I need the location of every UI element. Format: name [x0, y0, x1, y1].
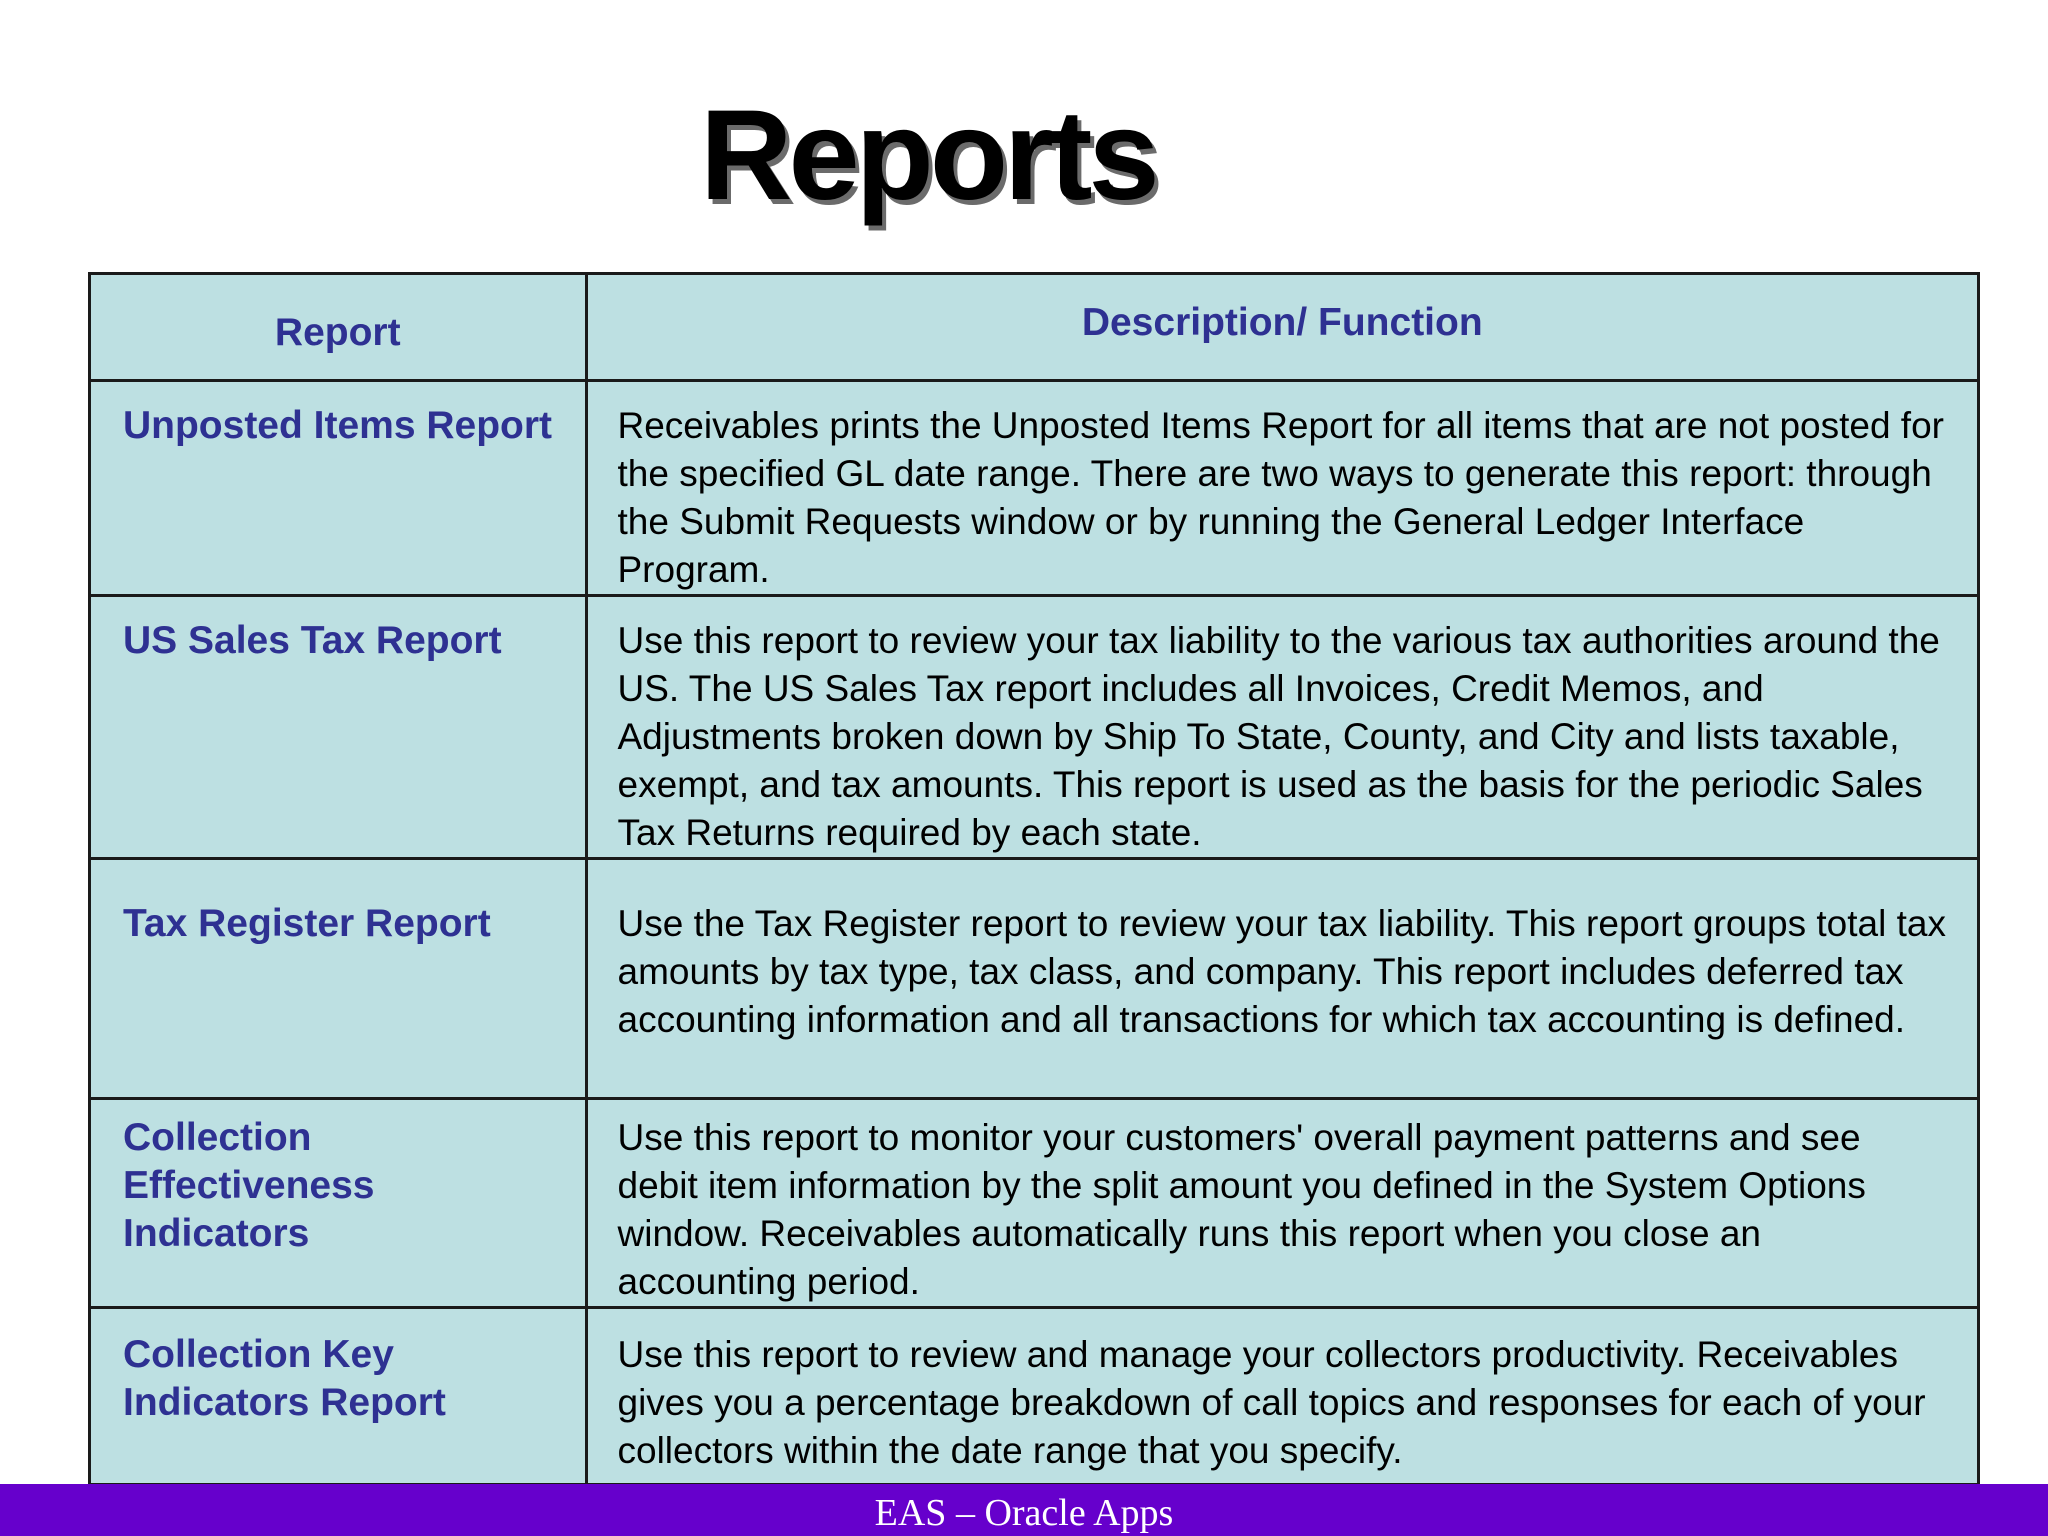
report-description: Use this report to review and manage your collectors productivity. Receivables gives you a percentage breakdown of call topics and responses for each of your collectors within the date range that you specify.: [617, 1333, 1926, 1471]
report-name: Collection Key Indicators Report: [91, 1307, 586, 1490]
report-description: Receivables prints the Unposted Items Report for all items that are not posted for the specified GL date range. There are two ways to generate this report: through the Submit Requests window or by running the General Ledger Interface Program.: [586, 380, 1977, 595]
report-name: Tax Register Report: [91, 858, 586, 1098]
footer-text: EAS – Oracle Apps: [874, 1492, 1174, 1534]
report-name: US Sales Tax Report: [91, 595, 586, 858]
report-description: Use this report to review your tax liability to the various tax authorities around the US. The US Sales Tax report includes all Invoices, Credit Memos, and Adjustments broken down by Ship To State, County, and City and lists taxable, exempt, and tax amounts. This report is used as the basis for the periodic Sales Tax Returns required by each state.: [586, 595, 1977, 858]
table-row: [91, 858, 1977, 1098]
column-header-report: Report: [91, 275, 586, 380]
report-description: Use the Tax Register report to review your tax liability. This report groups total tax amounts by tax type, tax class, and company. This report includes deferred tax accounting information and all transactions for which tax accounting is defined.: [586, 858, 1977, 1098]
report-description: Use this report to monitor your customers' overall payment patterns and see debit item information by the split amount you defined in the System Options window. Receivables automatically runs this report when you close an accounting period.: [586, 1098, 1977, 1307]
table-row: [91, 595, 1977, 858]
table-row: [91, 1098, 1977, 1307]
report-name: Collection Effectiveness Indicators: [91, 1098, 586, 1307]
table-row: [91, 380, 1977, 595]
report-name: Unposted Items Report: [91, 380, 586, 595]
table-header-row: [91, 275, 1977, 380]
slide-title: Reports: [700, 84, 1156, 227]
column-header-description: Description/ Function: [586, 275, 1977, 380]
footer-bar: [0, 1484, 2048, 1536]
table-row: [91, 1307, 1977, 1490]
reports-table: [88, 272, 1980, 1486]
